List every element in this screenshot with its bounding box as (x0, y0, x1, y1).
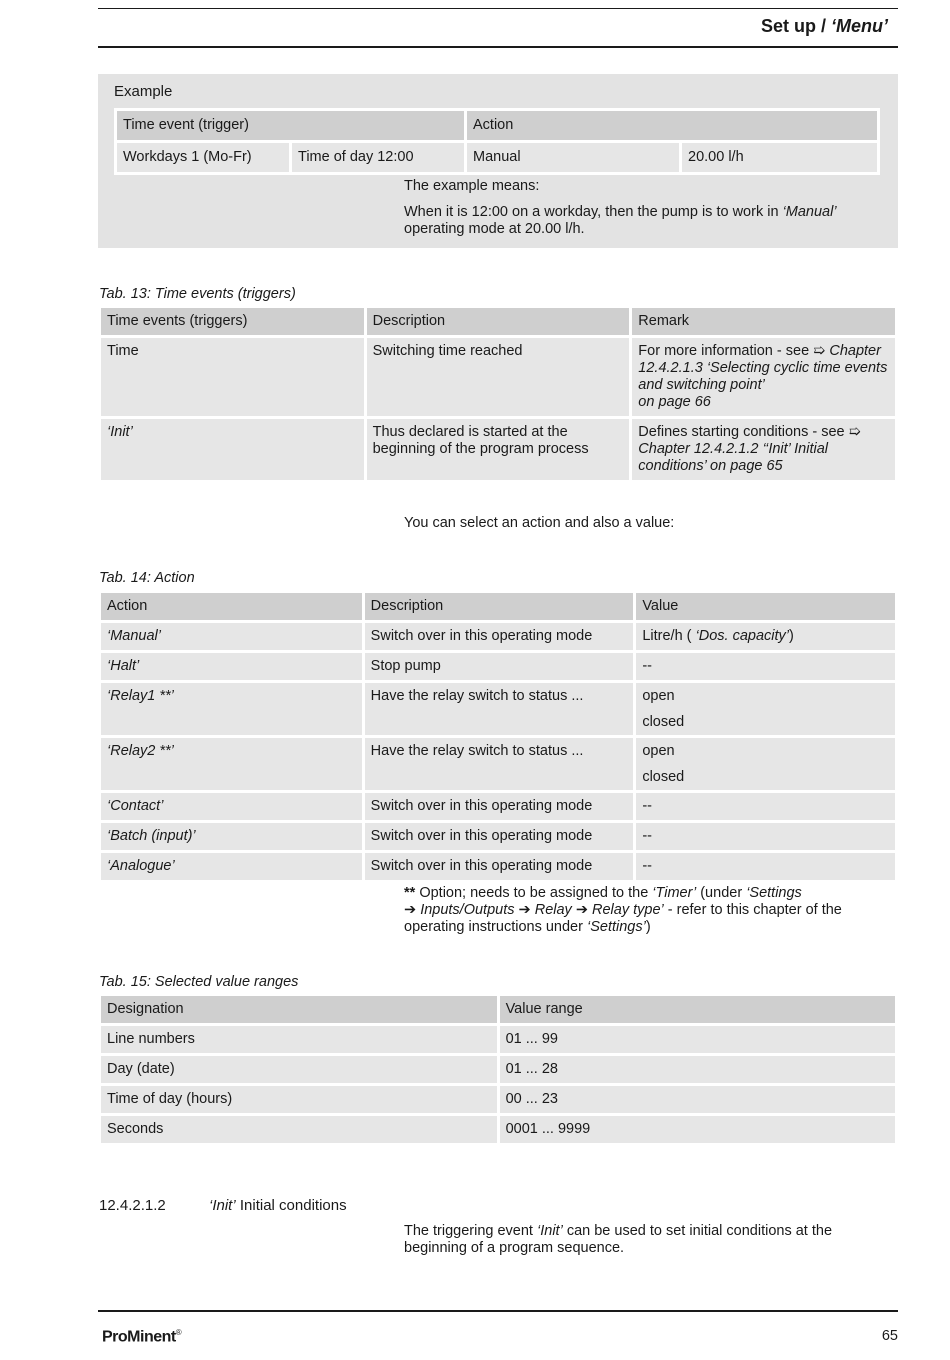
tab13-cell-description: Thus declared is started at the beginning of the program process (367, 419, 630, 480)
value-cell (636, 683, 895, 735)
example-cell-time: Time of day 12:00 (292, 143, 464, 172)
value-text: Litre/h ( (642, 628, 692, 644)
action-label: ‘Manual’ (107, 628, 161, 644)
trigger-init-label: ‘Init’ (107, 424, 133, 440)
header-top-rule (98, 8, 898, 9)
value-cell: -- (636, 653, 895, 680)
page-header-title (761, 16, 888, 37)
description-cell: Switch over in this operating mode (365, 623, 634, 650)
example-header-row (114, 108, 880, 140)
example-header-action: Action (467, 111, 877, 140)
tab13-cell-remark (632, 419, 895, 480)
value-cell: -- (636, 853, 895, 880)
tab13-header-cell: Time events (triggers) (101, 308, 364, 335)
value-text-end: ) (789, 628, 794, 644)
range-cell: 01 ... 99 (500, 1026, 895, 1053)
note-settings: ‘Settings (746, 885, 802, 901)
range-cell: 00 ... 23 (500, 1086, 895, 1113)
example-means-label: The example means: (404, 178, 540, 194)
tab15-table (98, 993, 898, 1146)
range-cell: 01 ... 28 (500, 1056, 895, 1083)
note-text: - refer to this chapter of the operating instructions under (404, 902, 842, 935)
example-cell-workdays: Workdays 1 (Mo-Fr) (117, 143, 289, 172)
note-timer: ‘Timer’ (652, 885, 697, 901)
example-title: Example (114, 83, 173, 100)
table-row (101, 1026, 895, 1053)
action-label: ‘Halt’ (107, 658, 140, 674)
action-cell (101, 653, 362, 680)
tab13-cell-trigger (101, 419, 364, 480)
action-label: ‘Batch (input)’ (107, 828, 196, 844)
table-row (101, 653, 895, 680)
tab13-cell-description: Switching time reached (367, 338, 630, 416)
description-cell: Switch over in this operating mode (365, 823, 634, 850)
action-label: ‘Relay2 **’ (107, 743, 174, 759)
link-arrow-icon: ➯ (813, 343, 830, 359)
note-text: Option; needs to be assigned to the (415, 885, 653, 901)
note-relay-type: Relay type’ (592, 902, 664, 918)
note-inputs-outputs: Inputs/Outputs (420, 902, 515, 918)
tab15-caption: Tab. 15: Selected value ranges (99, 974, 299, 990)
example-header-trigger: Time event (trigger) (117, 111, 464, 140)
section-title-rest: Initial conditions (235, 1197, 347, 1214)
table-row (101, 823, 895, 850)
tab14-caption: Tab. 14: Action (99, 570, 195, 586)
chapter-link[interactable]: Chapter 12.4.2.1.3 ‘Selecting cyclic time events and switching point’ (638, 343, 888, 393)
tab15-header-cell: Designation (101, 996, 497, 1023)
example-cell-value: 20.00 l/h (682, 143, 877, 172)
header-bottom-rule (98, 46, 898, 48)
tab15-header-row (101, 996, 895, 1023)
action-label: ‘Contact’ (107, 798, 164, 814)
prominent-logo (102, 1328, 181, 1346)
range-cell: 0001 ... 9999 (500, 1116, 895, 1143)
page-number: 65 (881, 1328, 898, 1344)
tab13-header-cell: Description (367, 308, 630, 335)
tab13-header-cell: Remark (632, 308, 895, 335)
footer-rule (98, 1310, 898, 1312)
note-settings-2: ‘Settings’ (586, 919, 646, 935)
arrow-right-icon: ➔ (404, 902, 417, 918)
arrow-right-icon: ➔ (575, 902, 588, 918)
tab14-header-row (101, 593, 895, 620)
description-cell: Switch over in this operating mode (365, 793, 634, 820)
section-text-part2: can be used to set initial conditions at the beginning of a program sequence. (404, 1223, 833, 1256)
note-text: (under (696, 885, 747, 901)
table-row (101, 1086, 895, 1113)
select-action-text: You can select an action and also a value: (404, 515, 675, 531)
action-cell (101, 683, 362, 735)
section-text-part1: The triggering event (404, 1223, 537, 1239)
logo-text: ProMinent (102, 1328, 176, 1346)
remark-text: For more information - see (638, 343, 814, 359)
example-means-text (404, 204, 898, 238)
action-label: ‘Analogue’ (107, 858, 175, 874)
note-text: ) (645, 919, 651, 935)
value-cell (636, 623, 895, 650)
action-cell (101, 623, 362, 650)
table-row (101, 683, 895, 735)
example-cell-manual: Manual (467, 143, 679, 172)
table-row (101, 738, 895, 790)
action-cell (101, 853, 362, 880)
action-cell (101, 793, 362, 820)
section-title-init: ‘Init’ (209, 1197, 236, 1214)
means-text-manual: ‘Manual’ (782, 204, 837, 220)
remark-text: Defines starting conditions - see (638, 424, 849, 440)
designation-cell: Seconds (101, 1116, 497, 1143)
page-link[interactable]: on page 66 (638, 394, 711, 410)
chapter-link[interactable]: Chapter 12.4.2.1.2 ‘‘Init’ Initial conditions’ on page 65 (638, 441, 828, 474)
value-cell: -- (636, 823, 895, 850)
section-title (209, 1197, 347, 1214)
tab15-header-cell: Value range (500, 996, 895, 1023)
table-row (101, 338, 895, 416)
header-title-menu: ‘Menu’ (831, 16, 888, 36)
arrow-right-icon: ➔ (518, 902, 531, 918)
section-number: 12.4.2.1.2 (99, 1197, 166, 1214)
description-cell: Have the relay switch to status ... (365, 683, 634, 735)
example-table (114, 108, 880, 175)
link-arrow-icon: ➯ (848, 424, 861, 440)
table-row (101, 419, 895, 480)
tab13-table (98, 305, 898, 483)
logo-registered-mark: ® (175, 1328, 182, 1337)
header-title-prefix: Set up / (760, 16, 831, 36)
tab14-header-cell: Action (101, 593, 362, 620)
value-italic: ‘Dos. capacity’ (695, 628, 790, 644)
tab13-caption: Tab. 13: Time events (triggers) (99, 286, 296, 302)
table-row (101, 1056, 895, 1083)
action-cell (101, 738, 362, 790)
tab14-header-cell: Description (365, 593, 634, 620)
table-row (101, 793, 895, 820)
value-closed: closed (642, 714, 685, 730)
designation-cell: Line numbers (101, 1026, 497, 1053)
action-cell (101, 823, 362, 850)
tab13-header-row (101, 308, 895, 335)
table-row (101, 1116, 895, 1143)
description-cell: Switch over in this operating mode (365, 853, 634, 880)
tab14-header-cell: Value (636, 593, 895, 620)
note-relay: Relay (534, 902, 572, 918)
tab13-cell-remark (632, 338, 895, 416)
value-open: open (642, 688, 675, 704)
value-open: open (642, 743, 675, 759)
means-text-part2: operating mode at 20.00 l/h. (404, 221, 585, 237)
designation-cell: Time of day (hours) (101, 1086, 497, 1113)
designation-cell: Day (date) (101, 1056, 497, 1083)
tab14-table (98, 590, 898, 883)
note-asterisks: ** (404, 885, 416, 901)
option-note (404, 885, 898, 936)
value-cell: -- (636, 793, 895, 820)
tab13-cell-trigger: Time (101, 338, 364, 416)
example-data-row (114, 140, 880, 175)
action-label: ‘Relay1 **’ (107, 688, 174, 704)
value-cell (636, 738, 895, 790)
section-text-init: ‘Init’ (537, 1223, 563, 1239)
table-row (101, 853, 895, 880)
description-cell: Have the relay switch to status ... (365, 738, 634, 790)
value-closed: closed (642, 769, 685, 785)
table-row (101, 623, 895, 650)
means-text-part1: When it is 12:00 on a workday, then the pump is to work in (404, 204, 783, 220)
section-text (404, 1223, 898, 1257)
description-cell: Stop pump (365, 653, 634, 680)
